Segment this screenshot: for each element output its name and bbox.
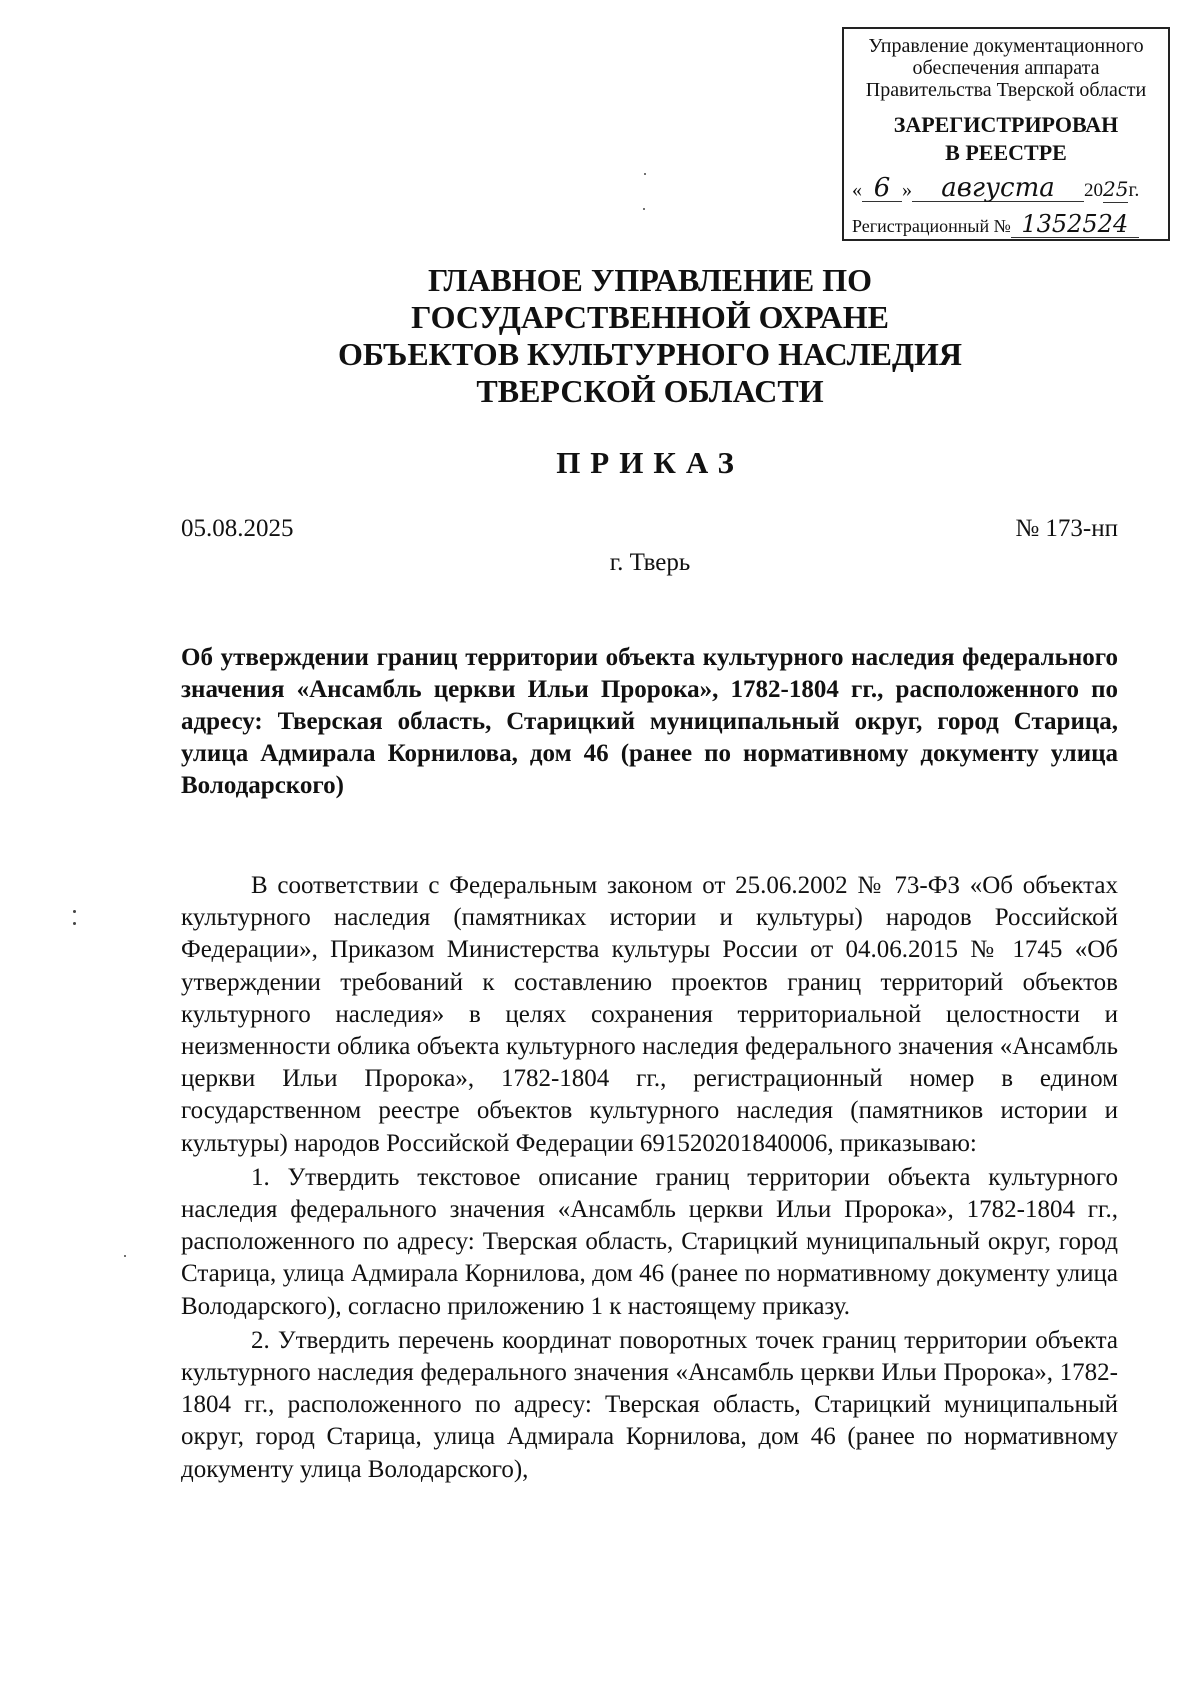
scan-speck (643, 208, 645, 210)
issuer-heading-line-4: ТВЕРСКОЙ ОБЛАСТИ (476, 373, 824, 409)
stamp-agency-line-1: Управление документационного (868, 35, 1144, 57)
order-body (181, 870, 1118, 1486)
stamp-agency-line-3: Правительства Тверской области (865, 79, 1147, 101)
stamp-reg-label: Регистрационный № (852, 216, 1011, 236)
stamp-reg-number: 1352524 (1011, 211, 1139, 238)
stamp-date (852, 175, 1162, 205)
preamble-paragraph: В соответствии с Федеральным законом от 25.06.2002 № 73-ФЗ «Об объектах культурного наследия (памятниках истории и культуры) народов Российской Федерации», Приказом Министерства культуры России от 04.06.2015 № 1745 «Об утверждении требований к составлению проектов границ территорий объектов культурного наследия» в целях сохранения территориальной целостности и неизменности облика объекта культурного наследия федерального значения «Ансамбль церкви Ильи Пророка», 1782-1804 гг., регистрационный номер в едином государственном реестре объектов культурного наследия (памятников истории и культуры) народов Российской Федерации 691520201840006, приказываю: (181, 872, 1118, 1157)
stamp-status-line-2: В РЕЕСТРЕ (945, 140, 1067, 165)
stamp-status (844, 111, 1168, 167)
stamp-status-line-1: ЗАРЕГИСТРИРОВАН (893, 112, 1119, 137)
order-subject: Об утверждении границ территории объекта культурного наследия федерального значения «Ансамбль церкви Ильи Пророка», 1782-1804 гг., расположенного по адресу: Тверская область, Старицкий муниципальный округ, город Старица, улица Адмирала Корнилова, дом 46 (ранее по нормативному документу улица Володарского) (181, 644, 1118, 799)
issuer-heading (0, 262, 1200, 410)
issuer-heading-line-1: ГЛАВНОЕ УПРАВЛЕНИЕ ПО (427, 262, 873, 298)
stamp-date-day: 6 (862, 175, 902, 202)
order-date: 05.08.2025 (181, 515, 294, 542)
order-title: ПРИКАЗ (556, 445, 744, 480)
stamp-date-year-end: г. (1128, 179, 1140, 201)
stamp-date-month: августа (912, 175, 1084, 202)
scan-speck (124, 1255, 126, 1257)
registration-stamp (842, 27, 1170, 241)
stamp-registration-number (852, 211, 1162, 238)
order-city: г. Тверь (609, 549, 691, 576)
stamp-date-year-suffix: 25 (1103, 177, 1129, 201)
stamp-date-mid: » (902, 179, 912, 201)
scan-speck (73, 910, 76, 913)
order-item-2: 2. Утвердить перечень координат поворотных точек границ территории объекта культурного наследия федерального значения «Ансамбль церкви Ильи Пророка», 1782-1804 гг., расположенного по адресу: Тверская область, Старицкий муниципальный округ, город Старица, улица Адмирала Корнилова, дом 46 (ранее по нормативному документу улица Володарского), (181, 1326, 1118, 1483)
stamp-agency-line-2: обеспечения аппарата (912, 57, 1100, 79)
order-number: № 173-нп (1015, 515, 1118, 542)
stamp-date-open: « (852, 179, 862, 201)
order-item-1: 1. Утвердить текстовое описание границ территории объекта культурного наследия федерального значения «Ансамбль церкви Ильи Пророка», 1782-1804 гг., расположенного по адресу: Тверская область, Старицкий муниципальный округ, город Старица, улица Адмирала Корнилова, дом 46 (ранее по нормативному документу улица Володарского), согласно приложению 1 к настоящему приказу. (181, 1163, 1118, 1320)
scan-speck (73, 922, 76, 925)
issuer-heading-line-3: ОБЪЕКТОВ КУЛЬТУРНОГО НАСЛЕДИЯ (338, 336, 962, 372)
stamp-date-year-prefix: 20 (1084, 180, 1103, 201)
issuer-heading-line-2: ГОСУДАРСТВЕННОЙ ОХРАНЕ (411, 299, 889, 335)
scan-speck (644, 173, 646, 175)
